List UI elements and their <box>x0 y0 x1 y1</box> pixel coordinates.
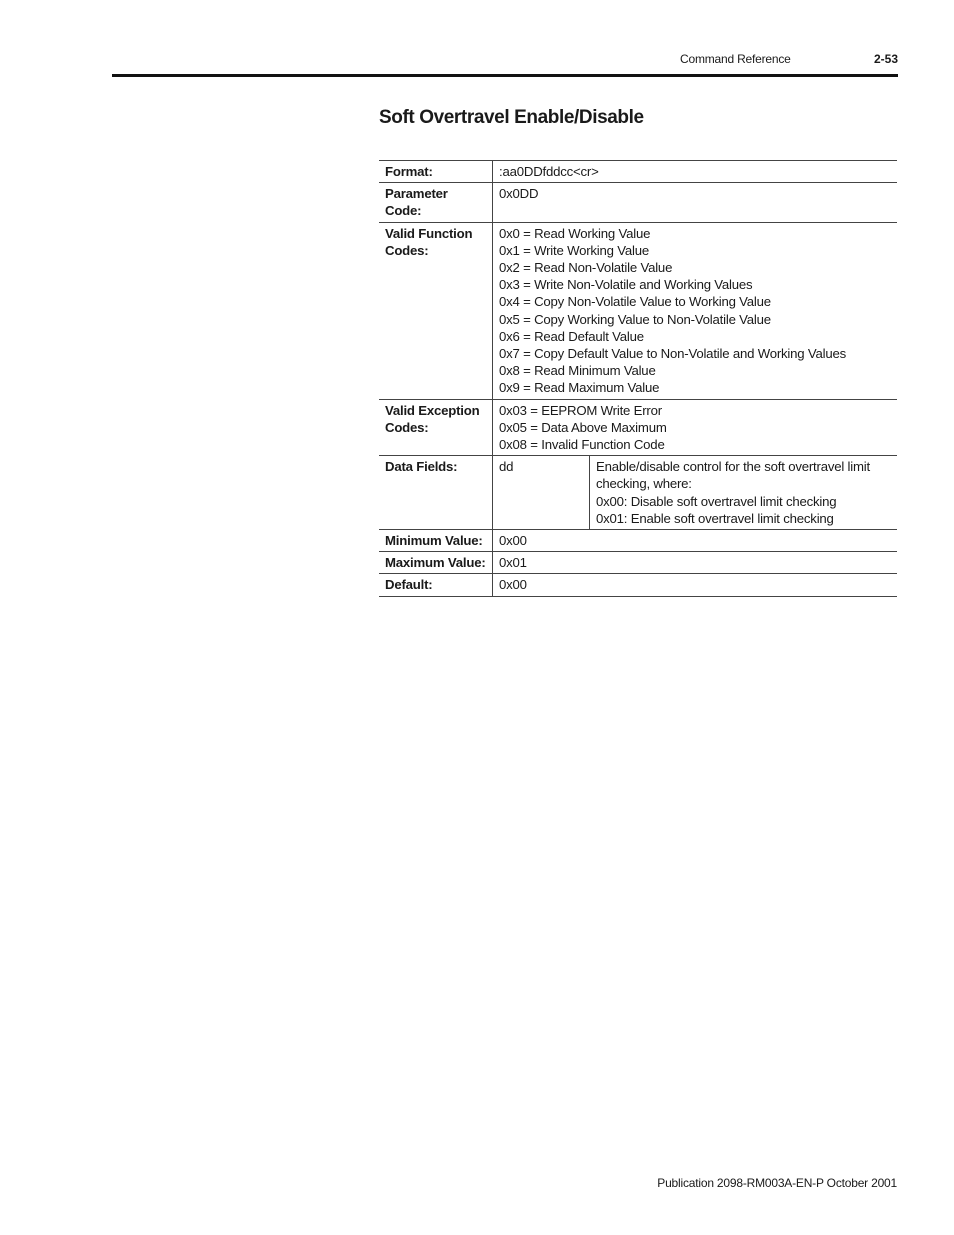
row-value-format: :aa0DDfddcc<cr> <box>493 161 898 183</box>
table-row-parameter-code <box>379 183 897 222</box>
row-label-minimum-value: Minimum Value: <box>379 530 493 552</box>
table-row-data-fields <box>379 456 897 530</box>
exception-code-item: 0x05 = Data Above Maximum <box>499 419 667 435</box>
table-row-valid-function-codes <box>379 222 897 399</box>
row-label-data-fields: Data Fields: <box>379 456 493 530</box>
publication-footer: Publication 2098-RM003A-EN-P October 2001 <box>657 1176 897 1190</box>
table-row-valid-exception-codes <box>379 399 897 456</box>
table-row-default <box>379 574 897 596</box>
data-field-description <box>590 456 898 530</box>
function-code-item: 0x7 = Copy Default Value to Non-Volatile and Working Values <box>499 346 847 362</box>
function-code-item: 0x9 = Read Maximum Value <box>499 380 660 396</box>
row-value-default: 0x00 <box>493 574 898 596</box>
exception-code-item: 0x03 = EEPROM Write Error <box>499 402 662 418</box>
data-field-name: dd <box>493 456 590 530</box>
row-value-parameter-code: 0x0DD <box>493 183 898 222</box>
data-field-option: 0x00: Disable soft overtravel limit checking <box>596 493 837 509</box>
page-number: 2-53 <box>873 52 898 66</box>
data-field-option: 0x01: Enable soft overtravel limit checking <box>596 510 834 526</box>
function-code-item: 0x1 = Write Working Value <box>499 242 650 258</box>
function-code-item: 0x6 = Read Default Value <box>499 328 644 344</box>
row-value-valid-function-codes <box>493 222 898 399</box>
function-code-item: 0x3 = Write Non-Volatile and Working Values <box>499 277 753 293</box>
function-code-item: 0x0 = Read Working Value <box>499 225 651 241</box>
row-label-maximum-value: Maximum Value: <box>379 552 493 574</box>
header-rule <box>112 74 898 77</box>
table-row-minimum-value <box>379 530 897 552</box>
data-field-description-text: Enable/disable control for the soft overtravel limit checking, where: <box>596 459 871 492</box>
running-header-section: Command Reference <box>680 52 791 66</box>
function-code-item: 0x2 = Read Non-Volatile Value <box>499 260 673 276</box>
function-code-item: 0x8 = Read Minimum Value <box>499 363 656 379</box>
function-code-item: 0x4 = Copy Non-Volatile Value to Working Value <box>499 294 771 310</box>
page-title: Soft Overtravel Enable/Disable <box>379 107 644 128</box>
row-label-valid-exception-codes: Valid Exception Codes: <box>379 399 493 456</box>
row-value-valid-exception-codes <box>493 399 898 456</box>
table-row-maximum-value <box>379 552 897 574</box>
row-label-parameter-code: Parameter Code: <box>379 183 493 222</box>
row-label-valid-function-codes: Valid Function Codes: <box>379 222 493 399</box>
row-label-format: Format: <box>379 161 493 183</box>
row-value-minimum-value: 0x00 <box>493 530 898 552</box>
function-code-item: 0x5 = Copy Working Value to Non-Volatile Value <box>499 311 771 327</box>
command-spec-table <box>379 160 897 597</box>
exception-code-item: 0x08 = Invalid Function Code <box>499 437 665 453</box>
row-value-maximum-value: 0x01 <box>493 552 898 574</box>
table-row-format <box>379 161 897 183</box>
row-label-default: Default: <box>379 574 493 596</box>
